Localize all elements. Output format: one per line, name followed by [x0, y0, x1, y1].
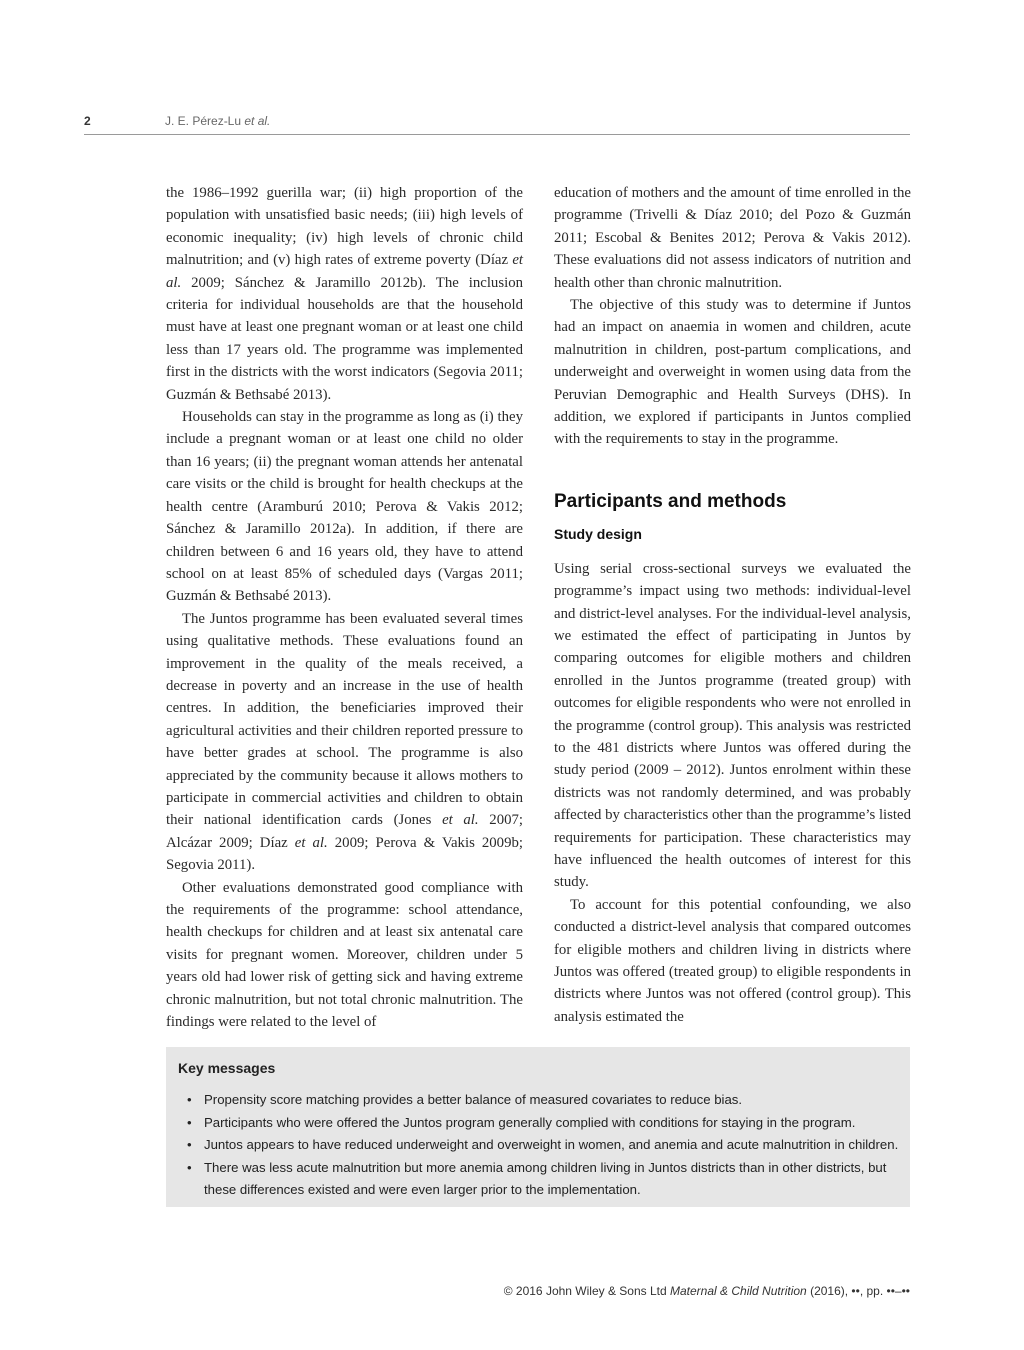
footer-copyright: © 2016 John Wiley & Sons Ltd — [503, 1284, 670, 1298]
author-et-al: et al. — [244, 114, 271, 128]
text-run: 2007; Alcázar 2009; Díaz — [166, 812, 524, 851]
footer-journal: Maternal & Child Nutrition — [670, 1284, 807, 1298]
author-name: J. E. Pérez-Lu — [165, 114, 242, 128]
running-header — [84, 112, 910, 135]
right-column — [554, 182, 911, 1028]
et-al-italic: et al. — [166, 252, 523, 291]
text-run: The Juntos programme has been evaluated several times using qualitative methods. These evaluations found an improvement in the quality of the meals received, a decrease in poverty and an increase in the use of health centres. In addition, the beneficiaries improved their agricultural activities and their children reported pressure to have better grades at school. The programme is also appreciated by the community because it allows mothers to participate in commercial activities and children to obtain their national identification cards (Jones — [166, 610, 523, 829]
subsection-heading: Study design — [554, 526, 642, 543]
key-message-item: • There was less acute malnutrition but more anemia among children living in Juntos districts than in other districts, but these differences existed and were even larger prior to the implementation. — [178, 1157, 904, 1202]
footer-citation: (2016), ••, pp. ••–•• — [806, 1284, 910, 1298]
paragraph — [166, 182, 523, 406]
page-number: 2 — [84, 114, 91, 128]
paragraph: Other evaluations demonstrated good compliance with the requirements of the programme: school attendance, health checkups for children and at least six antenatal care visits for pregnant women. Moreover, children under 5 years old had lower risk of getting sick and having extreme chronic malnutrition, but not total chronic malnutrition. The findings were related to the level of — [166, 879, 523, 1031]
paragraph — [166, 608, 523, 877]
key-messages-box — [166, 1047, 910, 1207]
key-message-item: • Propensity score matching provides a better balance of measured covariates to reduce bias. — [178, 1089, 904, 1112]
key-message-item: • Juntos appears to have reduced underweight and overweight in women, and anemia and acute malnutrition in children. — [178, 1134, 904, 1157]
paragraph: Households can stay in the programme as long as (i) they include a pregnant woman or at least one child no older than 16 years; (ii) the pregnant woman attends her antenatal care visits or the child is brought for health checkups at the health centre (Aramburú 2010; Perova & Vakis 2012; Sánchez & Jaramillo 2012a). In addition, if there are children between 6 and 16 years old, they have to attend school on at least 85% of scheduled days (Vargas 2011; Guzmán & Bethsabé 2013). — [166, 409, 523, 605]
page-footer — [504, 1284, 910, 1298]
et-al-italic: et al. — [442, 812, 479, 829]
et-al-italic: et al. — [294, 834, 328, 851]
paragraph: The objective of this study was to determine if Juntos had an impact on anaemia in women and children, acute malnutrition in children, post-partum complications, and underweight and overweight in women using data from the Peruvian Demographic and Health Surveys (DHS). In addition, we explored if participants in Juntos complied with the requirements to stay in the programme. — [554, 297, 911, 448]
text-run: 2009; Perova & Vakis 2009b; Segovia 2011). — [166, 834, 523, 874]
paragraph: Using serial cross-sectional surveys we evaluated the programme’s impact using two methods: individual-level and district-level analyses. For the individual-level analysis, we estimated the effect of participating in Juntos by comparing outcomes for eligible mothers and children enrolled in the Juntos programme (treated group) with outcomes for eligible respondents who were not enrolled in the programme (control group). This analysis was restricted to the 481 districts where Juntos was offered during the study period (2009 – 2012). Juntos enrolment within these districts was not randomly determined, and was probably affected by characteristics other than the programme’s listed requirements for participation. These characteristics may have influenced the health outcomes of interest for this study. — [554, 560, 911, 891]
text-run: the 1986–1992 guerilla war; (ii) high proportion of the population with unsatisfied basic needs; (iii) high levels of economic inequality; (iv) high levels of chronic child malnutrition; and (v) high rates of extreme poverty (Díaz — [166, 185, 523, 269]
running-author — [165, 114, 270, 128]
key-messages-list — [178, 1089, 904, 1202]
paragraph: To account for this potential confounding, we also conducted a district-level analysis that compared outcomes for eligible mothers and children living in districts where Juntos was offered (treated group) to eligible respondents in districts where Juntos was not offered (control group). This analysis estimated the — [554, 896, 911, 1025]
left-column — [166, 182, 523, 1033]
key-messages-title: Key messages — [178, 1060, 276, 1076]
paragraph: education of mothers and the amount of time enrolled in the programme (Trivelli & Díaz 2010; del Pozo & Guzmán 2011; Escobal & Benites 2012; Perova & Vakis 2012). These evaluations did not assess indicators of nutrition and health other than chronic malnutrition. — [554, 185, 911, 291]
section-heading: Participants and methods — [554, 490, 787, 512]
text-run: 2009; Sánchez & Jaramillo 2012b). The inclusion criteria for individual households are that the household must have at least one pregnant woman or at least one child less than 17 years old. The programme was implemented first in the districts with the worst indicators (Segovia 2011; Guzmán & Bethsabé 2013). — [166, 274, 523, 403]
key-message-item: • Participants who were offered the Juntos program generally complied with conditions for staying in the program. — [178, 1112, 904, 1135]
